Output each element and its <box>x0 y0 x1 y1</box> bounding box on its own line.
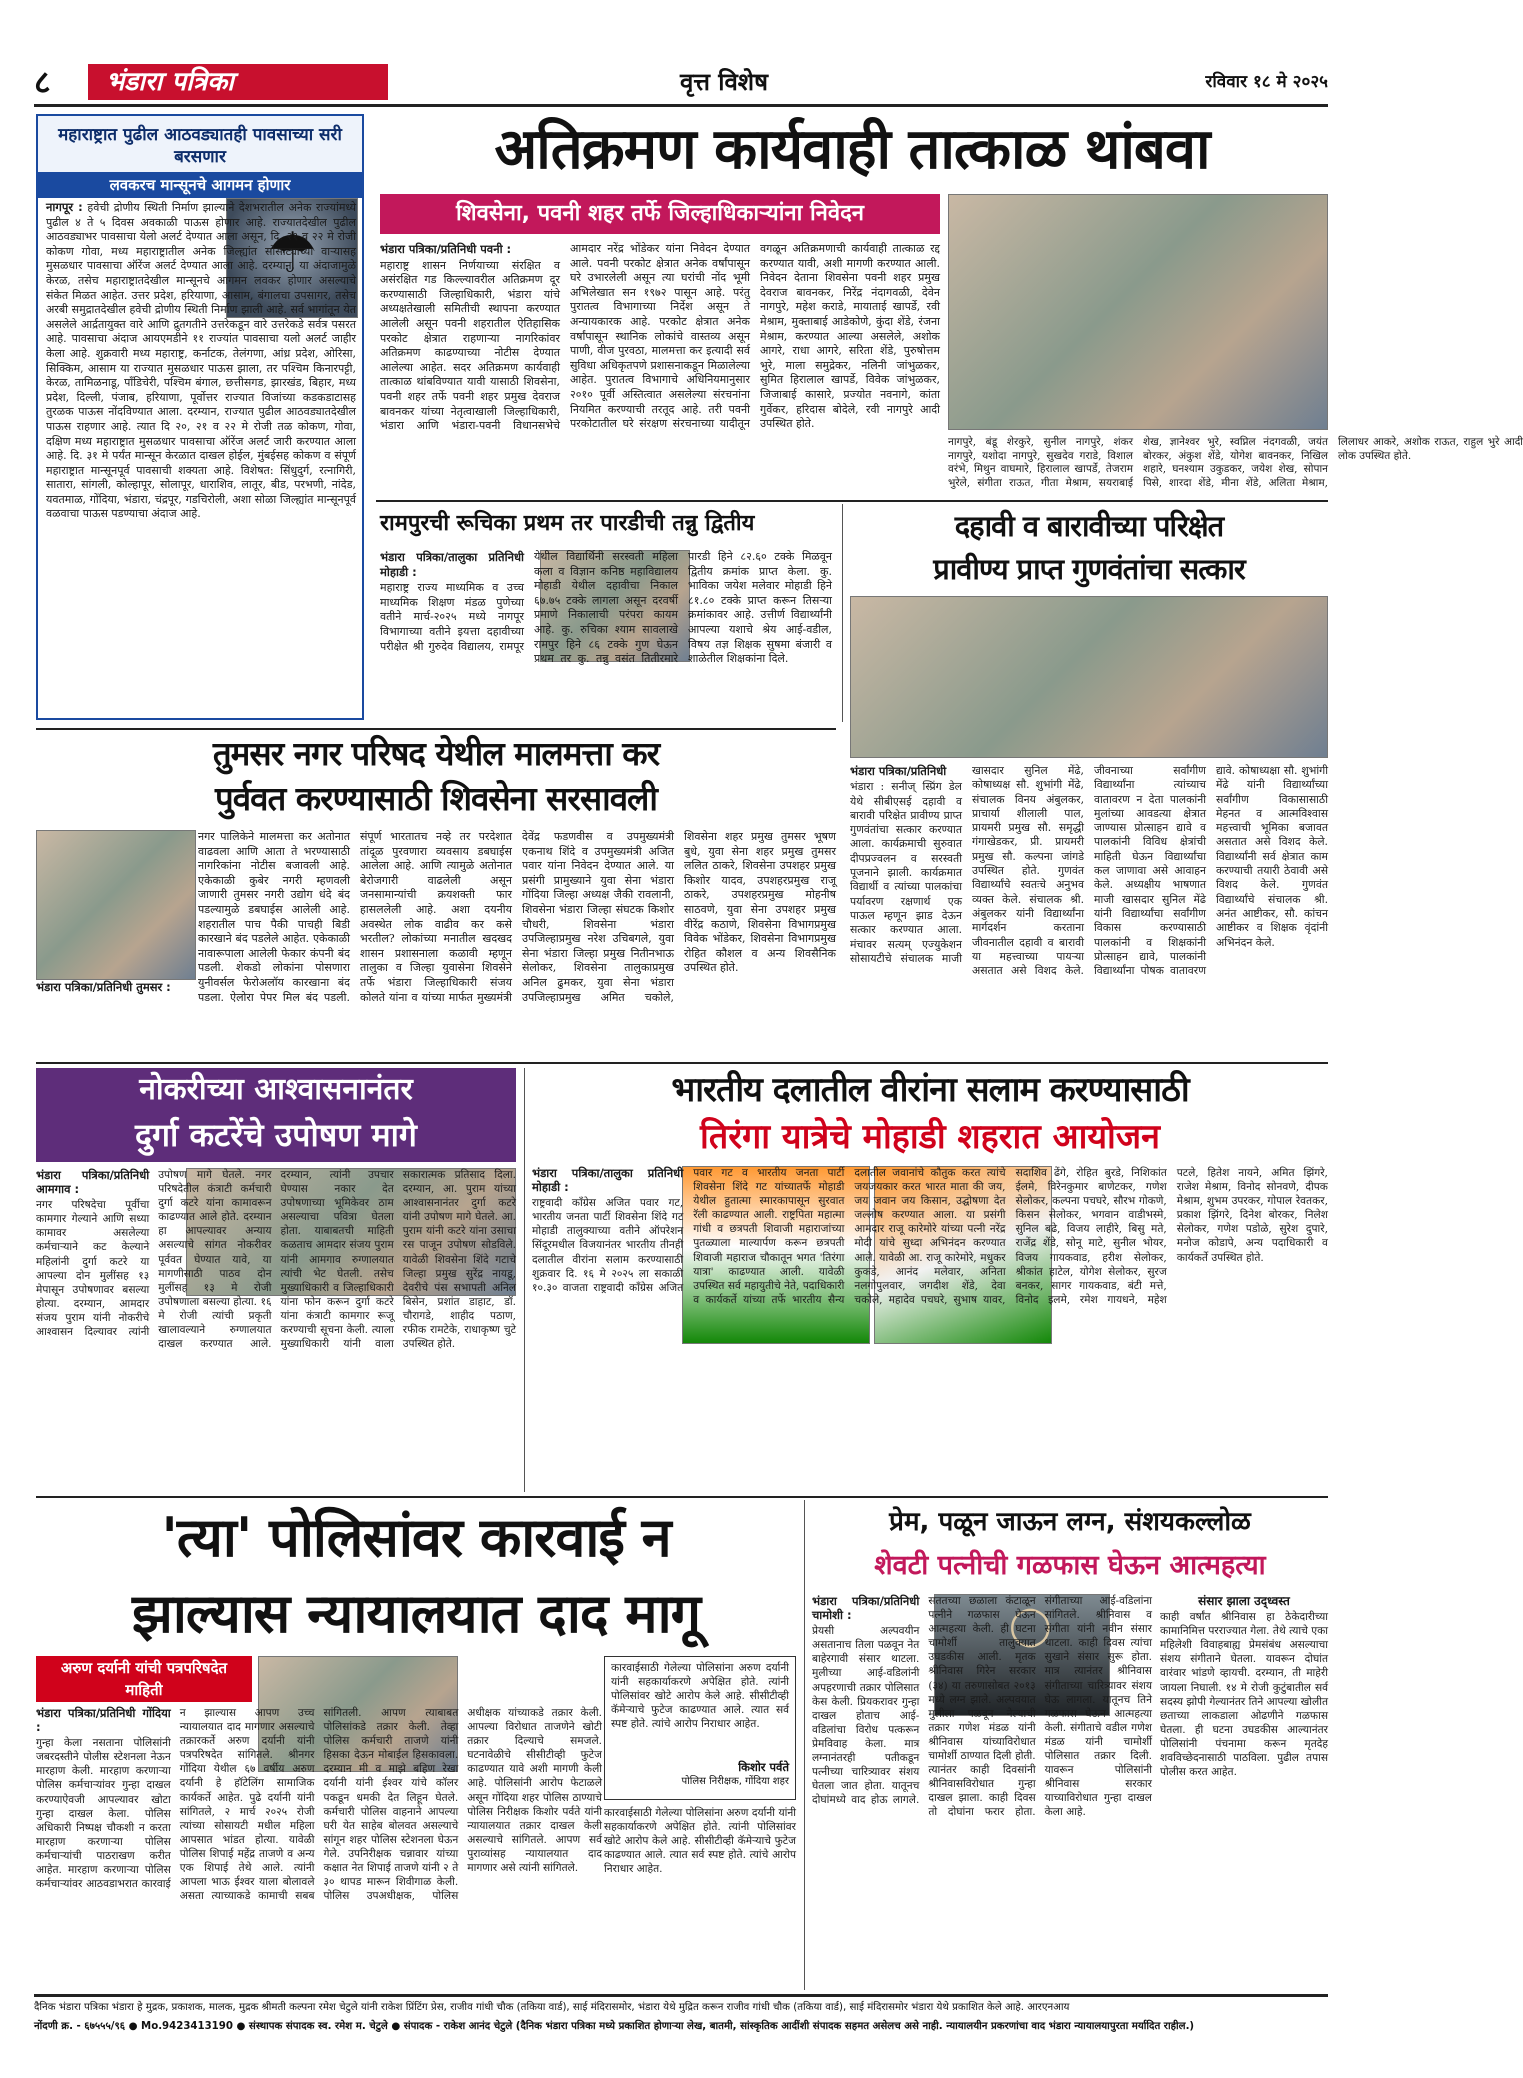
encroachment-headline: अतिक्रमण कार्यवाही तात्काळ थांबवा <box>494 117 1210 182</box>
felicitation-byline: भंडारा पत्रिका/प्रतिनिधी <box>850 764 947 778</box>
issue-date: रविवार १८ मे २०२५ <box>1205 72 1328 92</box>
encroachment-text: महाराष्ट्र शासन निर्णयाच्या संरक्षित व असंरक्षित गड किल्ल्यावरील अतिक्रमण दूर करण्यासाठी जिल्हाधिकारी, भंडारा यांचे अध्यक्षतेखाली समितीची स्थापना करण्यात आलेली असून पवनी शहरातील ऐतिहासिक परकोट क्षेत्रात राहणाऱ्या नागरिकांवर अतिक्रमण काढण्याच्या नोटीस देण्यात आलेल्या आहेत. सदर अतिक्रमण कार्यवाही तात्काळ थांबविण्यात यावी यासाठी शिवसेना, पवनी शहर तर्फे पवनी शहर प्रमुख देवराज बावनकर यांच्या नेतृत्वाखाली जिल्हाधिकारी, भंडारा आणि भंडारा-पवनी विधानसभेचे आमदार नरेंद्र भोंडेकर यांना निवेदन देण्यात आले. पवनी परकोट क्षेत्रात अनेक वर्षांपासून घरे उभारलेली असून त्या घरांची नोंद भूमी अभिलेखात सन १९७२ पासून आहे. परंतु पुरातत्व विभागाच्या निर्देश असून ते अन्यायकारक आहे. परकोट क्षेत्रात अनेक वर्षांपासून स्थानिक लोकांचे वास्तव्य असून पाणी, वीज पुरवठा, मालमत्ता कर इत्यादी सर्व सुविधा अधिकृतपणे प्रशासनाकडून मिळालेल्या आहेत. पुरातत्व विभागाचे अधिनियमानुसार २०१० पूर्वी अस्तित्वात असलेल्या संरचनांना नियमित करण्याची तरतूद आहे. तरी पवनी परकोटातील घरे संरक्षण संरचनाच्या यादीतून वगळून अतिक्रमणाची कार्यवाही तात्काळ रद्द करण्यात यावी, अशी मागणी करण्यात आली. निवेदन देताना शिवसेना पवनी शहर प्रमुख देवराज बावनकर, निरेंद्र नंदागवळी, देवेन नागपुरे, महेश कराडे, मायाताई खापर्डे, रवी मेश्राम, मुक्ताबाई आडेकोणे, कुंदा शेंडे, रंजना मेश्राम, करण्यात आल्या असलेले, अशोक आगरे, राधा आगरे, सरिता शेंडे, पुरुषोत्तम भुरे, माला समुद्रेकर, नलिनी जांभुळकर, सुमित हिरालाल खापर्डे, विवेक जांभुळकर, जिजाबाई कासारे, प्रज्योत नवनागे, कांता गुर्वेकर, हरिदास बोदेले, रवी नागपुरे आदी उपस्थित होते. <box>380 242 940 433</box>
love-byline: भंडारा पत्रिका/प्रतिनिधी चामोशी : <box>812 1594 920 1623</box>
ramtek-byline: भंडारा पत्रिका/तालुका प्रतिनिधी मोहाडी : <box>380 550 524 579</box>
felicitation-text: भंडारा : सनीज् स्प्रिंग डेल येथे सीबीएसई दहावी व बारावी परिक्षेत प्रावीण्य प्राप्त गुणवंतांचा सत्कार करण्यात आला. कार्यक्रमाची सुरुवात दीपप्रज्वलन व सरस्वती पूजनाने झाली. कार्यक्रमात विद्यार्थी व त्यांच्या पालकांचा पर्यावरण रक्षणार्थ एक पाऊल म्हणून झाड देऊन सत्कार करण्यात आला. मंचावर सत्यम् एज्युकेशन सोसायटीचे संचालक माजी खासदार सुनिल मेंढे, कोषाध्यक्ष सौ. शुभांगी मेंढे, संचालक विनय अंबुलकर, प्राचार्या शीलाली पाल, प्रायमरी प्रमुख सौ. समृद्धी गंगाखेडकर, प्री. प्रायमरी प्रमुख सौ. कल्पना जांगडे उपस्थित होते. गुणवंत विद्यार्थ्यांचे स्वतःचे अनुभव व्यक्त केले. संचालक श्री. अंबुलकर यांनी विद्यार्थ्यांना मार्गदर्शन करताना जीवनातील दहावी व बारावी या महत्त्वाच्या पायऱ्या असतात असे विशद केले. जीवनाच्या सर्वांगीण विद्यार्थ्यांना त्यांच्याच वातावरण न देता पालकांनी मुलांच्या आवडत्या क्षेत्रात जाण्यास प्रोत्साहन द्यावे व पालकांनी विविध क्षेत्रांची माहिती घेऊन विद्यार्थ्यांचा कल जाणावा असे आवाहन केले. अध्यक्षीय भाषणात माजी खासदार सुनिल मेंढे यांनी विद्यार्थ्यांचा सर्वांगीण विकास करण्यासाठी पालकांनी व शिक्षकांनी प्रोत्साहन द्यावे, पालकांनी विद्यार्थ्यांना पोषक वातावरण द्यावे. कोषाध्यक्षा सौ. शुभांगी मेंढे यांनी विद्यार्थ्यांच्या सर्वांगीण विकासासाठी मेहनत व आत्मविश्वास महत्त्वाची भूमिका बजावत असतात असे विशद केले. विद्यार्थ्यांनी सर्व क्षेत्रात काम करण्याची तयारी ठेवावी असे विशद केले. गुणवंत विद्यार्थ्यांचे संचालक श्री. अनंत आष्टीकर, सौ. कांचन आष्टीकर व शिक्षक वृंदांनी अभिनंदन केले. <box>850 764 1328 978</box>
tumsar-photo-spacer <box>36 830 188 980</box>
felicitation-body <box>850 764 1328 1044</box>
tumsar-body <box>36 830 836 1066</box>
felicitation-photo <box>850 596 1328 758</box>
tumsar-rule <box>36 728 836 730</box>
encroachment-photo <box>948 194 1328 430</box>
durga-headline-box <box>36 1068 516 1162</box>
ramtek-body <box>380 550 832 722</box>
police-extra-text: कारवाईसाठी गेलेल्या पोलिसांना अरुण दर्यानी यांनी सहकार्याकरणे अपेक्षित होते. त्यांनी पोलिसांवर खोटे आरोप केले आहे. सीसीटीव्ही कॅमेऱ्याचे फुटेज काढण्यात आले. त्यात सर्व स्पष्ट होते. त्यांचे आरोप निराधार आहेत. <box>604 1807 796 1876</box>
love-body-right <box>1160 1594 1328 1990</box>
durga-headline-1: नोकरीच्या आश्वासनानंतर <box>139 1072 413 1107</box>
police-quote-text: कारवाईसाठी गेलेल्या पोलिसांना अरुण दर्यानी यांनी सहकार्याकरणे अपेक्षित होते. त्यांनी पोलिसांवर खोटे आरोप केले आहे. सीसीटीव्ही कॅमेऱ्याचे फुटेज काढण्यात आले. त्यात सर्व स्पष्ट होते. त्यांचे आरोप निराधार आहेत. <box>611 1662 789 1730</box>
tiranga-text: राष्ट्रवादी काँग्रेस अजित पवार गट, भारतीय जनता पार्टी शिवसेना शिंदे गट मोहाडी तालुक्याच्या वतीने ऑपरेशन सिंदूरमधील विजयानंतर भारतीय तीनही दलातील वीरांना सलाम करण्यासाठी शुक्रवार दि. १६ मे २०२५ ला सकाळी १०.३० वाजता राष्ट्रवादी काँग्रेस अजित पवार गट व भारतीय जनता पार्टी शिवसेना शिंदे गट यांच्यातर्फे मोहाडी येथील हुतात्मा स्मारकापासून सुरवात रॅली काढण्यात आली. राष्ट्रपिता महात्मा गांधी व छत्रपती शिवाजी महाराजांच्या पुतळ्याला माल्यार्पण करून छत्रपती शिवाजी महाराज चौकातून भगत 'तिरंगा यात्रा' काढण्यात आली. यावेळी उपस्थित सर्व महायुतीचे नेते, पदाधिकारी व कार्यकर्ते यांच्या तर्फे भारतीय सैन्य दलातील जवानांचे कौतुक करत त्यांचे जयजयकार करत भारत माता की जय, जय जवान जय किसान, उद्घोषणा देत जल्लोष करण्यात आला. या प्रसंगी आमदार राजू कारेमोरे यांच्या पत्नी नरेंद्र मोदी यांचे सुध्दा अभिनंदन करण्यात आले. यावेळी आ. राजू कारेमोरे, मधुकर कुकडे, आनंद मलेवार, अनिता नलगोपुलवार, जगदीश शेंडे, देवा चकोले, महादेव पचघरे, सुभाष यावर, सदाशिव ढेंगे, रोहित बुरडे, निशिकांत ईलमे, विरेनकुमार बाणेटकर, गणेश सेलोकर, कल्पना पचघरे, सौरभ गोकणे, किसन सेलोकर, भगवान वाडीभस्मे, सुनिल बढे, विजय लाहीरे, बिसु मते, राजेंद्र शेंडे, सोनू माटे, सुनील भोयर, विजय गायकवाड, हरीश सेलोकर, श्रीकांत हाटेल, योगेश सेलोकर, सुरज बनकर, सागर गायकवाड, बंटी मत्ते, विनोद इलमे, रमेश गायधने, महेश पटले, हितेश नायने, अमित झिंगरे, राजेश मेश्राम, विनोद सोनवणे, दीपक मेश्राम, शुभम उपरकर, गोपाल रेवतकर, प्रकाश झिंगरे, दिनेश बोरकर, निलेश सेलोकर, गणेश पडोळे, सुरेश दुपारे, मनोज कोडापे, अन्य पदाधिकारी व कार्यकर्ते उपस्थित होते. <box>532 1167 1328 1306</box>
police-quote-role: पोलिस निरीक्षक, गोंदिया शहर <box>681 1776 789 1787</box>
masthead-rule <box>34 104 1328 107</box>
page-number: ८ <box>34 63 51 101</box>
felicitation-headline-1: दहावी व बारावीच्या परिक्षेत <box>954 509 1224 543</box>
tiranga-byline: भंडारा पत्रिका/तालुका प्रतिनिधी मोहाडी : <box>532 1166 684 1195</box>
love-text: प्रेयसी अल्पवयीन असतानाच तिला पळवून नेत बाहेरगावी संसार थाटला. मुलीच्या आई-वडिलांनी अपहरणाची तक्रार पोलिसात केस केली. प्रियकरावर गुन्हा दाखल होताच आई-वडिलांचा विरोध पत्करून प्रेमविवाह केला. मात्र लग्नानंतरही पतीकडून पत्नीच्या चारित्र्यावर संशय घेतला जात होता. यातूनच दोघांमध्ये वाद होऊ लागले. सततच्या छळाला कंटाळून पत्नीने गळफास घेऊन आत्महत्या केली. ही घटना चामोर्शी तालुक्यात उघडकीस आली. मृतक श्रीनिवास गिरेन सरकार (३४) या तरुणासोबत २०१३ मध्ये लग्न झाले. अल्पवयात मुलीला पळवून नेल्याची तक्रार गणेश मंडळ यांनी श्रीनिवास यांच्याविरोधात चामोर्शी ठाण्यात दिली होती. त्यानंतर काही दिवसांनी श्रीनिवासविरोधात गुन्हा दाखल झाला. काही दिवस तो दोघांना फरार होता. संगीताच्या आई-वडिलांना सांगितले. श्रीनिवास व संगीता यांनी नवीन संसार थाटला. काही दिवस त्यांचा सुखाने संसार सुरू होता. मात्र त्यानंतर श्रीनिवास संगीताच्या चारित्र्यावर संशय घेऊ लागला. यातूनच तिने गळफास घेऊन आत्महत्या केली. संगीताचे वडील गणेश मंडळ यांनी चामोर्शी पोलिसात तक्रार दिली. यावरून पोलिसांनी श्रीनिवास सरकार याच्याविरोधात गुन्हा दाखल केला आहे. <box>812 1595 1152 1819</box>
durga-text: नगर परिषदेचा पूर्वीचा कामगार गेल्याने आणि सध्या कामावर असलेल्या कर्मचाऱ्याने कट केल्याने महिलांनी दुर्गा कटरे या आपल्या दोन मुलींसह १३ मेपासून उपोषणावर बसल्या होत्या. दरम्यान, आमदार संजय पुराम यांनी नोकरीचे आश्वासन दिल्यावर त्यांनी उपोषण मागे घेतले. नगर परिषदेतील कंत्राटी कर्मचारी दुर्गा कटरे यांना कामावरून काढण्यात आले होते. दरम्यान हा आपल्यावर अन्याय असल्याचे सांगत नोकरीवर पूर्ववत घेण्यात यावे, या मागणीसाठी पाठव दोन मुलींसह १३ मे रोजी उपोषणाला बसल्या होत्या. १६ मे रोजी त्यांची प्रकृती खालावल्याने रुग्णालयात दाखल करण्यात आले. दरम्यान, त्यांनी उपचार घेण्यास नकार देत उपोषणाच्या भूमिकेवर ठाम असल्याचा पवित्रा घेतला होता. याबाबतची माहिती कळताच आमदार संजय पुराम यांनी आमगाव रुग्णालयात त्यांची भेट घेतली. तसेच मुख्याधिकारी व जिल्हाधिकारी यांना फोन करून दुर्गा कटरे यांना कंत्राटी कामगार रूजू करण्याची सूचना केली. त्याला मुख्याधिकारी यांनी वाला सकारात्मक प्रतिसाद दिला. दरम्यान, आ. पुराम यांच्या आश्वासनानंतर दुर्गा कटरे यांनी उपोषण मागे घेतले. आ. पुराम यांनी कटरे यांना उसाचा रस पाजून उपोषण सोडविले. यावेळी शिवसेना शिंदे गटाचे जिल्हा प्रमुख सुरेंद्र नायडू, देवरीचे पंस सभापती अनिल बिसेन, प्रशांत डाहाट, डॉ. चौरागडे, शाहीद पठाण, रफीक रामटेके, राधाकृष्ण चुटे उपस्थित होते. <box>36 1169 516 1351</box>
tiranga-bottom-rule <box>36 1496 1328 1498</box>
tiranga-headline-1: भारतीय दलातील वीरांना सलाम करण्यासाठी <box>671 1070 1189 1110</box>
col-divider-durga <box>524 1068 525 1492</box>
col-divider-police <box>804 1500 805 1990</box>
police-headline-1: 'त्या' पोलिसांवर कारवाई न <box>161 1506 671 1569</box>
tumsar-headline-1: तुमसर नगर परिषद येथील मालमत्ता कर <box>212 734 660 773</box>
police-body <box>36 1706 602 1990</box>
monsoon-text: हवेची द्रोणीय स्थिती निर्माण झाल्याने देशभरातील अनेक राज्यांमध्ये पुढील ४ ते ५ दिवस अवकाळी पाऊस होणार आहे. राज्यातदेखील पुढील आठवड्याभर पावसाचा येलो अलर्ट देण्यात आला असून, दि. २१ व २२ मे रोजी कोकण गोवा, मध्य महाराष्ट्रातील अनेक जिल्ह्यांत सोसाट्याच्या वाऱ्यासह मुसळधार पावसाचा ऑरेंज अलर्ट देण्यात आला आहे. दरम्यान, या अंदाजामुळे केरळ, तसेच महाराष्ट्रातदेखील मान्सूनचे आगमन लवकर होणार असल्याचे संकेत मिळत आहेत. उत्तर प्रदेश, हरियाणा, आसाम, बंगालचा उपसागर, तसेच अरबी समुद्रातदेखील हवेची द्रोणीय स्थिती निर्माण झाली आहे. सर्व भागांतून येत असलेले आर्द्रतायुक्त वारे आणि द्रुतगतीने उत्तरेकडून वारे उत्तरेकडे सर्वत्र पसरत आहे. पावसाचा अंदाज आयएमडीने ११ राज्यांत पावसाचा यलो अलर्ट जाहीर केला आहे. शुक्रवारी मध्य महाराष्ट्र, कर्नाटक, तेलंगणा, आंध्र प्रदेश, ओरिसा, सिक्किम, आसाम या राज्यात मुसळधार पाऊस झाला, तर पश्चिम किनारपट्टी, केरळ, तामिळनाडू, पॉंडिचेरी, पश्चिम बंगाल, छत्तीसगड, झारखंड, बिहार, मध्य प्रदेश, दिल्ली, पंजाब, हरियाणा, पूर्वोत्तर राज्यात विजांच्या कडकडाटासह तुरळक पाऊस नोंदविण्यात आला. दरम्यान, राज्यात पुढील आठवड्यातदेखील पाऊस राहणार आहे. त्यात दि २०, २१ व २२ मे रोजी तळ कोकण, गोवा, दक्षिण मध्य महाराष्ट्रात मुसळधार पावसाचा ऑरेंज अलर्ट जारी करण्यात आला आहे. दि. ३१ मे पर्यंत मान्सून केरळात दाखल होईल, मुंबईसह कोकण व संपूर्ण महाराष्ट्रात मान्सूनपूर्व पावसाची शक्यता आहे. विशेषत: सिंधुदुर्ग, रत्नागिरी, सातारा, सांगली, कोल्हापूर, सोलापूर, धाराशिव, लातूर, बीड, परभणी, नांदेड, यवतमाळ, गोंदिया, भंडारा, चंद्रपूर, गडचिरोली, अशा सोळा जिल्ह्यांत मान्सूनपूर्व वळवाचा पाऊस पडण्याचा अंदाज आहे. <box>46 201 356 521</box>
footer-line-2: नोंदणी क्र. - ६७५५५/९६ ● Mo.9423413190 ● संस्थापक संपादक स्व. रमेश म. चेटुले ● संपादक - राकेश आनंद चेटुले (दैनिक भंडारा पत्रिका मध्ये प्रकाशित होणाऱ्या लेख, बातमी, सांस्कृतिक आदींशी संपादक सहमत असेलच असे नाही. न्यायालयीन प्रकरणांचा वाद भंडारा न्यायालयापुरता मर्यादित राहील.) <box>34 2021 1195 2032</box>
police-badge: अरुण दर्यानी यांची पत्रपरिषदेत माहिती <box>36 1656 252 1702</box>
footer <box>34 1998 1328 2040</box>
police-text: गुन्हा केला नसताना पोलिसांनी जबरदस्तीने पोलीस स्टेशनला नेऊन मारहाण केली. मारहाण करणाऱ्या पोलिस कर्मचाऱ्यांवर गुन्हा दाखल करण्याऐवजी आपल्यावर खोटा गुन्हा दाखल केला. पोलिस अधिकारी निष्पक्ष चौकशी न करता मारहाण करणाऱ्या पोलिस कर्मचाऱ्यांची पाठराखण करीत आहेत. मारहाण करणाऱ्या पोलिस कर्मचाऱ्यांवर आठवडाभरात कारवाई न झाल्यास आपण उच्च न्यायालयात दाद मागणार असल्याचे तक्रारकर्ते अरुण दर्यानी यांनी पत्रपरिषदेत सांगितले. श्रीनगर गोंदिया येथील ६७ वर्षीय अरुण दर्यानी हे हॉटेलिंग सामाजिक कार्यकर्ते आहेत. पुढे दर्यानी यांनी सांगितले, २ मार्च २०२५ रोजी त्यांच्या सोसायटी मधील महिला आपसात भांडत होत्या. यावेळी पोलिस शिपाई महेंद्र ताजणे व अन्य एक शिपाई तेथे आले. त्यांनी आपला भाऊ ईश्वर याला बोलावले असता त्याच्याकडे कामाची सबब सांगितली. आपण त्याबाबत पोलिसांकडे तक्रार केली. तेव्हा पोलिस कर्मचारी ताजणे यांनी हिसका देऊन मोबाईल हिसकावला. दरम्यान मी व माझे बहिण रेखा दर्यानी यांनी ईश्वर यांचे कॉलर पकडून धमकी देत लिहून घेतले. कर्मचारी पोलिस वाहनाने आपल्या घरी येत साहेब बोलवत असल्याचे सांगून शहर पोलिस स्टेशनला घेऊन गेले. उपनिरीक्षक चन्नावार यांच्या कक्षात नेत शिपाई ताजणे यांनी २ ते ३० थापड मारून शिवीगाळ केली. पोलिस उपअधीक्षक, पोलिस अधीक्षक यांच्याकडे तक्रार केली. आपल्या विरोधात ताजणेने खोटी तक्रार दिल्याचे समजले. घटनावेळीचे सीसीटीव्ही फुटेज काढण्यात यावे अशी मागणी केली आहे. पोलिसांनी आरोप फेटाळले असून गोंदिया शहर पोलिस ठाण्याचे पोलिस निरीक्षक किशोर पर्वते यांनी न्यायालयात तक्रार दाखल केली असल्याचे सांगितले. आपण सर्व पुराव्यांसह न्यायालयात दाद मागणार असे त्यांनी सांगितले. <box>36 1707 602 1903</box>
love-headline-2: शेवटी पत्नीची गळफास घेऊन आत्महत्या <box>874 1550 1266 1581</box>
ramtek-text: महाराष्ट्र राज्य माध्यमिक व उच्च माध्यमिक शिक्षण मंडळ पुणेच्या वतीने मार्च-२०२५ मध्ये नागपूर विभागाच्या वतीने इयत्ता दहावीच्या परीक्षेत श्री गुरुदेव विद्यालय, रामपूर येथील विद्यार्थिनी सरस्वती महिला कला व विज्ञान कनिष्ठ महाविद्यालय मोहाडी येथील दहावीचा निकाल ६७.७५ टक्के लागला असून दरवर्षी प्रमाणे निकालाची परंपरा कायम आहे. कु. रुचिका श्याम सावलाखे रामपुर हिने ८६ टक्के गुण घेऊन प्रथम तर कु. तन्नु वसंत तितीरमारे पारडी हिने ८२.६० टक्के मिळवून द्वितीय क्रमांक प्राप्त केला. कु. भाविका जयेश मलेवार मोहाडी हिने ८१.८० टक्के प्राप्त करून तिसऱ्या क्रमांकावर आहे. उत्तीर्ण विद्यार्थ्यांनी आपल्या यशाचे श्रेय आई-वडील, विषय तज्ञ शिक्षक सुषमा बंजारी व शाळेतील शिक्षकांना दिले. <box>380 550 832 666</box>
footer-line-1: दैनिक भंडारा पत्रिका भंडारा हे मुद्रक, प्रकाशक, मालक, मुद्रक श्रीमती कल्पना रमेश चेटुले यांनी राकेश प्रिंटिंग प्रेस, राजीव गांधी चौक (तकिया वार्ड), साई मंदिरासमोर, भंडारा येथे मुद्रित करून राजीव गांधी चौक (तकिया वार्ड), साई मंदिरासमोर भंडारा येथे प्रकाशित केले आहे. आरएनआय <box>34 2002 1070 2013</box>
encroachment-body <box>380 242 940 494</box>
footer-rule <box>34 1994 1328 1997</box>
tumsar-byline: भंडारा पत्रिका/प्रतिनिधी तुमसर : <box>36 980 171 994</box>
felicitation-headline-2: प्रावीण्य प्राप्त गुणवंतांचा सत्कार <box>933 552 1245 586</box>
tiranga-body <box>532 1166 1328 1492</box>
ramtek-headline: रामपुरची रूचिका प्रथम तर पारडीची तन्नु द्वितीय <box>380 511 755 536</box>
love-body <box>812 1594 1152 1990</box>
noose-icon: ◯ <box>1009 1603 1052 1647</box>
police-byline: भंडारा पत्रिका/प्रतिनिधी गोंदिया : <box>36 1706 171 1735</box>
monsoon-body <box>46 200 356 716</box>
encroachment-rule <box>376 500 1328 502</box>
love-headline-1: प्रेम, पळून जाऊन लग्न, संशयकल्लोळ <box>889 1507 1251 1537</box>
tumsar-bottom-rule <box>36 1062 1328 1064</box>
police-headline-2: झाल्यास न्यायालयात दाद मागू <box>132 1582 700 1645</box>
police-body-extra <box>604 1806 796 1990</box>
love-text-2: काही वर्षांत श्रीनिवास हा ठेकेदारीच्या कामानिमित्त परराज्यात गेला. तेथे त्याचे एका महिलेशी विवाहबाह्य प्रेमसंबंध असल्याचा संशय संगीताने घेतला. यावरून दोघांत वारंवार भांडणे व्हायची. दरम्यान, ती माहेरी जायला निघाली. १४ मे रोजी कुटुंबातील सर्व सदस्य झोपी गेल्यानंतर तिने आपल्या खोलीत छताच्या लाकडाला ओढणीने गळफास घेतला. ही घटना उघडकीस आल्यानंतर पोलिसांनी पंचनामा करून मृतदेह शवविच्छेदनासाठी पाठविला. पुढील तपास पोलीस करत आहेत. <box>1160 1611 1328 1779</box>
tiranga-headline-2: तिरंगा यात्रेचे मोहाडी शहरात आयोजन <box>700 1117 1160 1157</box>
encroachment-subhead: शिवसेना, पवनी शहर तर्फे जिल्हाधिकाऱ्यांना निवेदन <box>380 194 940 234</box>
monsoon-subtitle: लवकरच मान्सूनचे आगमन होणार <box>38 172 362 198</box>
encroachment-byline: भंडारा पत्रिका/प्रतिनिधी पवनी : <box>380 242 512 256</box>
section-title: वृत्त विशेष <box>679 68 769 96</box>
encroachment-caption: नागपुरे, बंडू शेरकुरे, सुनील नागपुरे, शंकर नागपुरे, यशोदा नागपुरे, सुखदेव गराडे, विशाल वरंभे, मिथुन वाघमारे, हिरालाल खापर्डे, तेजराम भुरेले, संगीता राऊत, गीता मेश्राम, सयराबाई शेख, ज्ञानेश्वर भुरे, स्वप्निल नंदगवळी, जयंत बोरकर, अंकुश शेंडे, योगेश बावनकर, निखिल शहारे, घनश्याम उकुडकर, जयेश शेख, सोपान पिसे, शारदा शेंडे, मीना शेंडे, अलिता मेश्राम, लिलाधर आकरे, अशोक राऊत, राहुल भुरे आदी लोक उपस्थित होते. <box>948 436 1523 489</box>
col-divider-felic <box>842 504 843 722</box>
durga-byline: भंडारा पत्रिका/प्रतिनिधी आमगाव : <box>36 1168 150 1197</box>
paper-name-badge: भंडारा पत्रिका <box>88 64 388 100</box>
durga-headline-2: दुर्गा कटरेंचे उपोषण मागे <box>135 1116 417 1154</box>
police-quote-author: किशोर पर्वते <box>738 1760 789 1774</box>
police-quote-box <box>604 1656 796 1800</box>
monsoon-byline: नागपूर : <box>46 200 83 214</box>
monsoon-title: महाराष्ट्रात पुढील आठवड्यातही पावसाच्या सरी बरसणार <box>38 116 362 172</box>
masthead <box>34 62 1328 102</box>
monsoon-box <box>36 114 364 720</box>
umbrella-icon: ☂ <box>267 221 318 286</box>
tumsar-text: नगर पालिकेने मालमत्ता कर अतोनात वाढवला आणि आता ते भरण्यासाठी नागरिकांना नोटीस बजावली आहे. एकेकाळी कुबेर नगरी म्हणवली जाणारी तुमसर नगरी उद्योग धंदे बंद पडल्यामुळे डबघाईस आलेली आहे. शहरातील पाच पैकी पाचही बिडी कारखाने बंद पडलेले आहेत. एकेकाळी नावारूपाला आलेली फेकार कंपनी बंद पडली. शेकडो लोकांना पोसणारा युनीवर्सल फेरोअलॉय कारखाना बंद पडला. ऐलोरा पेपर मिल बंद पडली. संपूर्ण भारतातच नव्हे तर परदेशात तांदूळ पुरवणारा व्यवसाय डबघाईस आलेला आहे. आणि त्यामुळे अतोनात बेरोजगारी वाढलेली असून जनसामान्यांची क्रयशक्ती फार हासललेली आहे. अशा दयनीय अवस्थेत लोक वाढीव कर कसे भरतील? लोकांच्या मनातील खदखद शासन प्रशासनाला कळावी म्हणून तालुका व जिल्हा युवासेना शिवसेने तर्फे भंडारा जिल्हाधिकारी संजय कोलते यांना व यांच्या मार्फत मुख्यमंत्री देवेंद्र फडणवीस व उपमुख्यमंत्री एकनाथ शिंदे व उपमुख्यमंत्री अजित पवार यांना निवेदन देण्यात आले. या प्रसंगी प्रामुख्याने युवा सेना भंडारा गोंदिया जिल्हा अध्यक्ष जैकी रावलानी, शिवसेना भंडारा जिल्हा संघटक किशोर चौधरी, शिवसेना भंडारा उपजिल्हाप्रमुख नरेश उचिबगले, युवा सेना भंडारा जिल्हा प्रमुख नितीनभाऊ सेलोकर, शिवसेना तालुकाप्रमुख अनिल ढुमकर, युवा सेना भंडारा उपजिल्हाप्रमुख अमित चकोले, शिवसेना शहर प्रमुख तुमसर भूषण बुधे, युवा सेना शहर प्रमुख तुमसर ललित ठाकरे, शिवसेना उपशहर प्रमुख किशोर यादव, उपशहरप्रमुख राजू ठाकरे, उपशहरप्रमुख मोहनीष साठवणे, युवा सेना उपशहर प्रमुख वीरेंद्र कठाणे, शिवसेना विभागप्रमुख विवेक भोंडेकर, शिवसेना विभागप्रमुख रोहित कौशल व अन्य शिवसैनिक उपस्थित होते. <box>198 830 836 1004</box>
love-subheading: संसार झाला उद्ध्वस्त <box>1198 1594 1290 1608</box>
durga-body <box>36 1168 516 1490</box>
tumsar-headline-2: पुर्ववत करण्यासाठी शिवसेना सरसावली <box>215 779 657 818</box>
